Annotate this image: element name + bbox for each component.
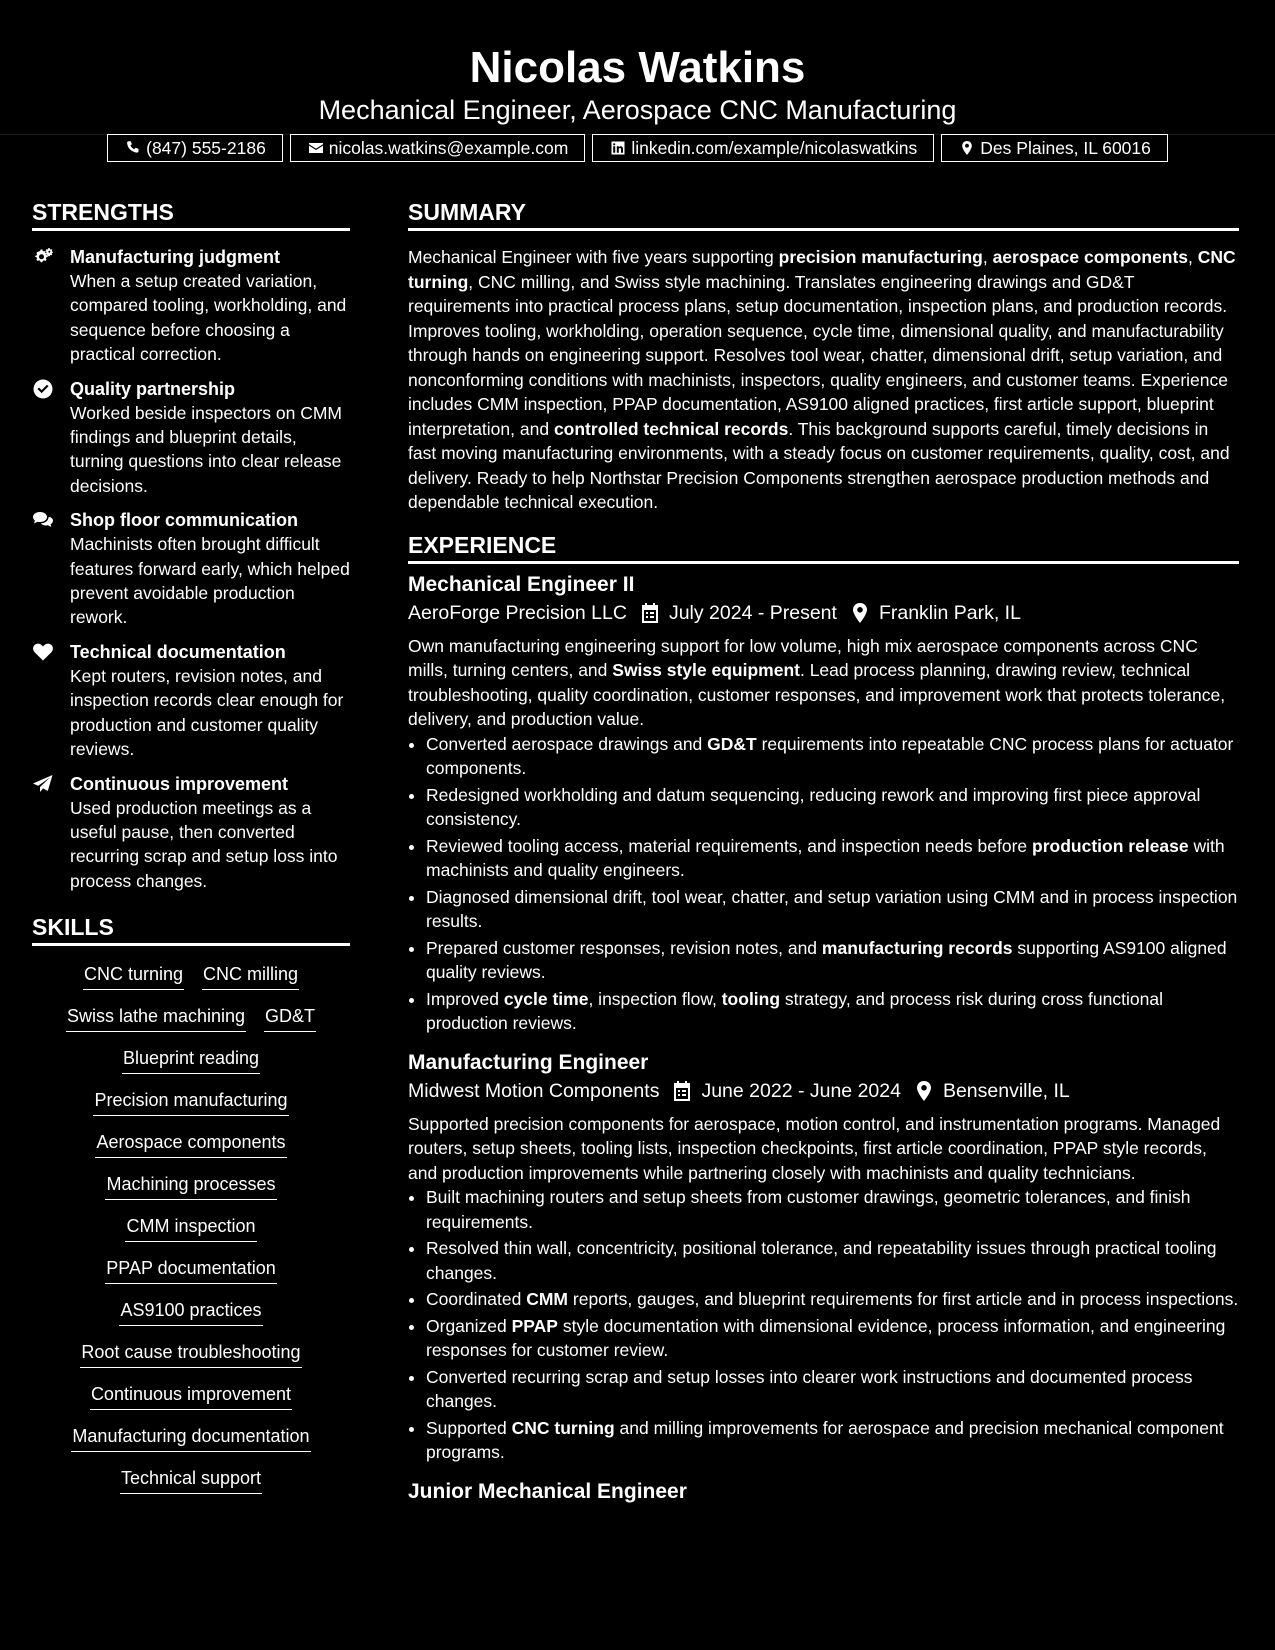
job-meta bbox=[408, 598, 1239, 628]
job-description bbox=[408, 1112, 1239, 1186]
bold-text: CNC turning bbox=[511, 1417, 615, 1438]
text-segment: style documentation with dimensional evidence, process information, and engineering responses for customer review. bbox=[426, 1315, 1226, 1360]
skill-tag: Continuous improvement bbox=[90, 1381, 292, 1410]
strength-title: Quality partnership bbox=[70, 378, 236, 399]
contact-email-text: nicolas.watkins@example.com bbox=[328, 137, 569, 158]
text-segment: , bbox=[982, 247, 993, 267]
achievement-item bbox=[426, 783, 1239, 832]
bold-text: GD&T bbox=[707, 733, 757, 754]
left-column bbox=[32, 196, 350, 1494]
text-segment: . This background supports careful, timely decisions in fast moving manufacturing environments, with a steady focus on customer requirements, quality, cost, and delivery. Ready to help Northstar Precision Components strengthen aerospace production methods and dependable technical execution. bbox=[408, 418, 1230, 512]
bold-text: precision manufacturing bbox=[778, 247, 983, 267]
contact-linkedin-text: linkedin.com/example/nicolaswatkins bbox=[631, 137, 918, 158]
contact-location-text: Des Plaines, IL 60016 bbox=[980, 137, 1151, 158]
strength-description: Kept routers, revision notes, and inspection records clear enough for production and customer quality reviews. bbox=[70, 665, 344, 760]
text-segment: Redesigned workholding and datum sequencing, reducing rework and improving first piece approval consistency. bbox=[426, 784, 1201, 829]
job-location: Franklin Park, IL bbox=[878, 601, 1021, 624]
strength-description: Used production meetings as a useful pause, then converted recurring scrap and setup loss into process changes. bbox=[70, 797, 338, 891]
right-column bbox=[408, 196, 1239, 1505]
achievement-item bbox=[426, 885, 1239, 934]
skill-tag: CMM inspection bbox=[125, 1213, 256, 1242]
text-segment: Reviewed tooling access, material requirements, and inspection needs before bbox=[426, 835, 1033, 856]
job-title: Manufacturing Engineer bbox=[408, 1050, 649, 1074]
contact-email[interactable] bbox=[290, 134, 586, 162]
check-circle-icon bbox=[32, 377, 70, 499]
strength-title: Technical documentation bbox=[70, 641, 286, 662]
achievement-item bbox=[426, 936, 1239, 985]
achievement-item bbox=[426, 1314, 1239, 1363]
bold-text: Swiss style equipment bbox=[612, 660, 800, 680]
achievement-item bbox=[426, 1287, 1239, 1312]
skills-list bbox=[32, 960, 350, 1494]
strengths-heading: STRENGTHS bbox=[32, 196, 350, 231]
skill-tag: GD&T bbox=[264, 1003, 316, 1032]
achievement-item bbox=[426, 1365, 1239, 1414]
resume-header bbox=[0, 0, 1275, 158]
text-segment: , bbox=[1188, 247, 1198, 267]
bold-text: aerospace components bbox=[992, 247, 1189, 267]
bold-text: tooling bbox=[721, 988, 781, 1009]
achievement-list bbox=[408, 732, 1239, 1036]
skill-tag: Blueprint reading bbox=[122, 1045, 260, 1074]
text-segment: requirements into repeatable CNC process plans for actuator components. bbox=[426, 733, 1234, 778]
achievement-item bbox=[426, 987, 1239, 1036]
text-segment: Converted recurring scrap and setup losses into clearer work instructions and documented process changes. bbox=[426, 1366, 1193, 1411]
calendar-icon bbox=[639, 602, 661, 624]
text-segment: reports, gauges, and blueprint requirements for first article and in process inspections. bbox=[568, 1289, 1239, 1309]
skill-tag: Manufacturing documentation bbox=[71, 1423, 310, 1452]
strength-item bbox=[32, 245, 350, 367]
strength-item bbox=[32, 772, 350, 894]
skill-tag: Aerospace components bbox=[95, 1129, 286, 1158]
map-pin-icon bbox=[958, 139, 976, 157]
text-segment: Organized bbox=[426, 1315, 512, 1336]
skill-tag: Precision manufacturing bbox=[93, 1087, 288, 1116]
job-title: Mechanical Engineer II bbox=[408, 572, 635, 596]
achievement-item bbox=[426, 732, 1239, 781]
strength-title: Continuous improvement bbox=[70, 773, 289, 794]
contact-phone-text: (847) 555-2186 bbox=[146, 137, 266, 158]
text-segment: supporting AS9100 aligned quality reviews. bbox=[426, 937, 1227, 982]
text-segment: and milling improvements for aerospace and precision mechanical component programs. bbox=[426, 1417, 1224, 1462]
text-segment: Mechanical Engineer with five years supporting bbox=[408, 247, 779, 267]
experience-heading: EXPERIENCE bbox=[408, 529, 1239, 564]
skill-tag: PPAP documentation bbox=[105, 1255, 276, 1284]
job-dates: July 2024 - Present bbox=[668, 601, 837, 624]
job-title: Junior Mechanical Engineer bbox=[408, 1479, 687, 1503]
paper-plane-icon bbox=[32, 772, 70, 894]
gears-icon bbox=[32, 245, 70, 367]
job-meta bbox=[408, 1076, 1239, 1106]
job-entry bbox=[408, 1050, 1239, 1465]
text-segment: Converted aerospace drawings and bbox=[426, 733, 708, 754]
skills-heading: SKILLS bbox=[32, 911, 350, 946]
map-pin-icon bbox=[849, 602, 871, 624]
strength-description: Worked beside inspectors on CMM findings and blueprint details, turning questions into clear release decisions. bbox=[70, 402, 343, 496]
map-pin-icon bbox=[913, 1080, 935, 1102]
comments-icon bbox=[32, 508, 70, 630]
skill-tag: Machining processes bbox=[105, 1171, 276, 1200]
bold-text: PPAP bbox=[511, 1315, 558, 1336]
linkedin-icon bbox=[609, 139, 627, 157]
text-segment: Own manufacturing engineering support for low volume, high mix aerospace components across CNC mills, turning centers, and bbox=[408, 635, 1198, 680]
text-segment: with machinists and quality engineers. bbox=[426, 835, 1225, 880]
text-segment: Diagnosed dimensional drift, tool wear, chatter, and setup variation using CMM and in process inspection results. bbox=[426, 886, 1238, 931]
strength-title: Manufacturing judgment bbox=[70, 247, 280, 267]
skill-tag: Swiss lathe machining bbox=[66, 1003, 246, 1032]
achievement-list bbox=[408, 1185, 1239, 1465]
job-entry bbox=[408, 1479, 1239, 1505]
strength-description: When a setup created variation, compared tooling, workholding, and sequence before choosing a practical correction. bbox=[70, 271, 347, 365]
bold-text: manufacturing records bbox=[821, 937, 1013, 958]
text-segment: . Lead process planning, drawing review, technical troubleshooting, quality coordination, customer responses, and improvement work that protects tolerance, delivery, and production value. bbox=[408, 660, 1226, 729]
bold-text: production release bbox=[1032, 835, 1189, 856]
text-segment: Coordinated bbox=[426, 1289, 527, 1309]
contact-location bbox=[941, 134, 1168, 162]
strength-title: Shop floor communication bbox=[70, 510, 298, 531]
bold-text: cycle time bbox=[503, 988, 589, 1009]
text-segment: strategy, and process risk during cross functional production reviews. bbox=[426, 988, 1163, 1033]
strength-item bbox=[32, 508, 350, 630]
strength-item bbox=[32, 640, 350, 762]
contact-phone[interactable] bbox=[107, 134, 283, 162]
bold-text: CMM bbox=[526, 1289, 569, 1309]
phone-icon bbox=[124, 139, 142, 157]
job-dates: June 2022 - June 2024 bbox=[701, 1079, 901, 1102]
headline: Mechanical Engineer, Aerospace CNC Manufacturing bbox=[318, 95, 957, 125]
heart-icon bbox=[32, 640, 70, 762]
skill-tag: AS9100 practices bbox=[119, 1297, 262, 1326]
text-segment: Prepared customer responses, revision notes, and bbox=[426, 937, 822, 958]
text-segment: , inspection flow, bbox=[588, 988, 722, 1009]
achievement-item bbox=[426, 834, 1239, 883]
text-segment: Resolved thin wall, concentricity, positional tolerance, and repeatability issues through practical tooling changes. bbox=[426, 1238, 1217, 1283]
achievement-item bbox=[426, 1416, 1239, 1465]
summary-text bbox=[408, 245, 1239, 515]
text-segment: Built machining routers and setup sheets from customer drawings, geometric tolerances, and finish requirements. bbox=[426, 1187, 1191, 1232]
text-segment: Improved bbox=[426, 988, 504, 1009]
bold-text: CNC turning bbox=[408, 247, 1236, 292]
calendar-icon bbox=[671, 1080, 693, 1102]
skill-tag: CNC milling bbox=[202, 961, 299, 990]
contact-bar bbox=[0, 134, 1275, 162]
job-entry bbox=[408, 572, 1239, 1036]
text-segment: Supported bbox=[426, 1417, 512, 1438]
contact-linkedin[interactable] bbox=[592, 134, 934, 162]
bold-text: controlled technical records bbox=[553, 418, 789, 439]
experience-list bbox=[408, 572, 1239, 1505]
skill-tag: Technical support bbox=[120, 1465, 262, 1494]
job-location: Bensenville, IL bbox=[942, 1079, 1070, 1102]
strength-description: Machinists often brought difficult features forward early, which helped prevent avoidable production rework. bbox=[70, 534, 350, 628]
text-segment: , CNC milling, and Swiss style machining. Translates engineering drawings and GD&T requirements into practical process plans, setup documentation, inspection plans, and production records. Improves tooling, workholding, operation sequence, cycle time, dimensional quality, and manufacturability through hands on engineering support. Resolves tool wear, chatter, dimensional drift, setup variation, and nonconforming conditions with machinists, inspectors, quality engineers, and customer teams. Experience includes CMM inspection, PPAP documentation, AS9100 aligned practices, first article support, blueprint interpretation, and bbox=[408, 271, 1228, 439]
job-description bbox=[408, 634, 1239, 732]
candidate-name: Nicolas Watkins bbox=[469, 43, 806, 92]
summary-heading: SUMMARY bbox=[408, 196, 1239, 231]
achievement-item bbox=[426, 1236, 1239, 1285]
company-name: AeroForge Precision LLC bbox=[408, 601, 627, 624]
skill-tag: Root cause troubleshooting bbox=[80, 1339, 301, 1368]
strength-item bbox=[32, 377, 350, 499]
envelope-icon bbox=[307, 139, 325, 157]
text-segment: Supported precision components for aerospace, motion control, and instrumentation programs. Managed routers, setup sheets, tooling lists, inspection checkpoints, first article coordination, PPAP style records, and production improvements while partnering closely with machinists and quality technicians. bbox=[408, 1113, 1221, 1183]
achievement-item bbox=[426, 1185, 1239, 1234]
company-name: Midwest Motion Components bbox=[408, 1079, 660, 1102]
skill-tag: CNC turning bbox=[83, 961, 184, 990]
